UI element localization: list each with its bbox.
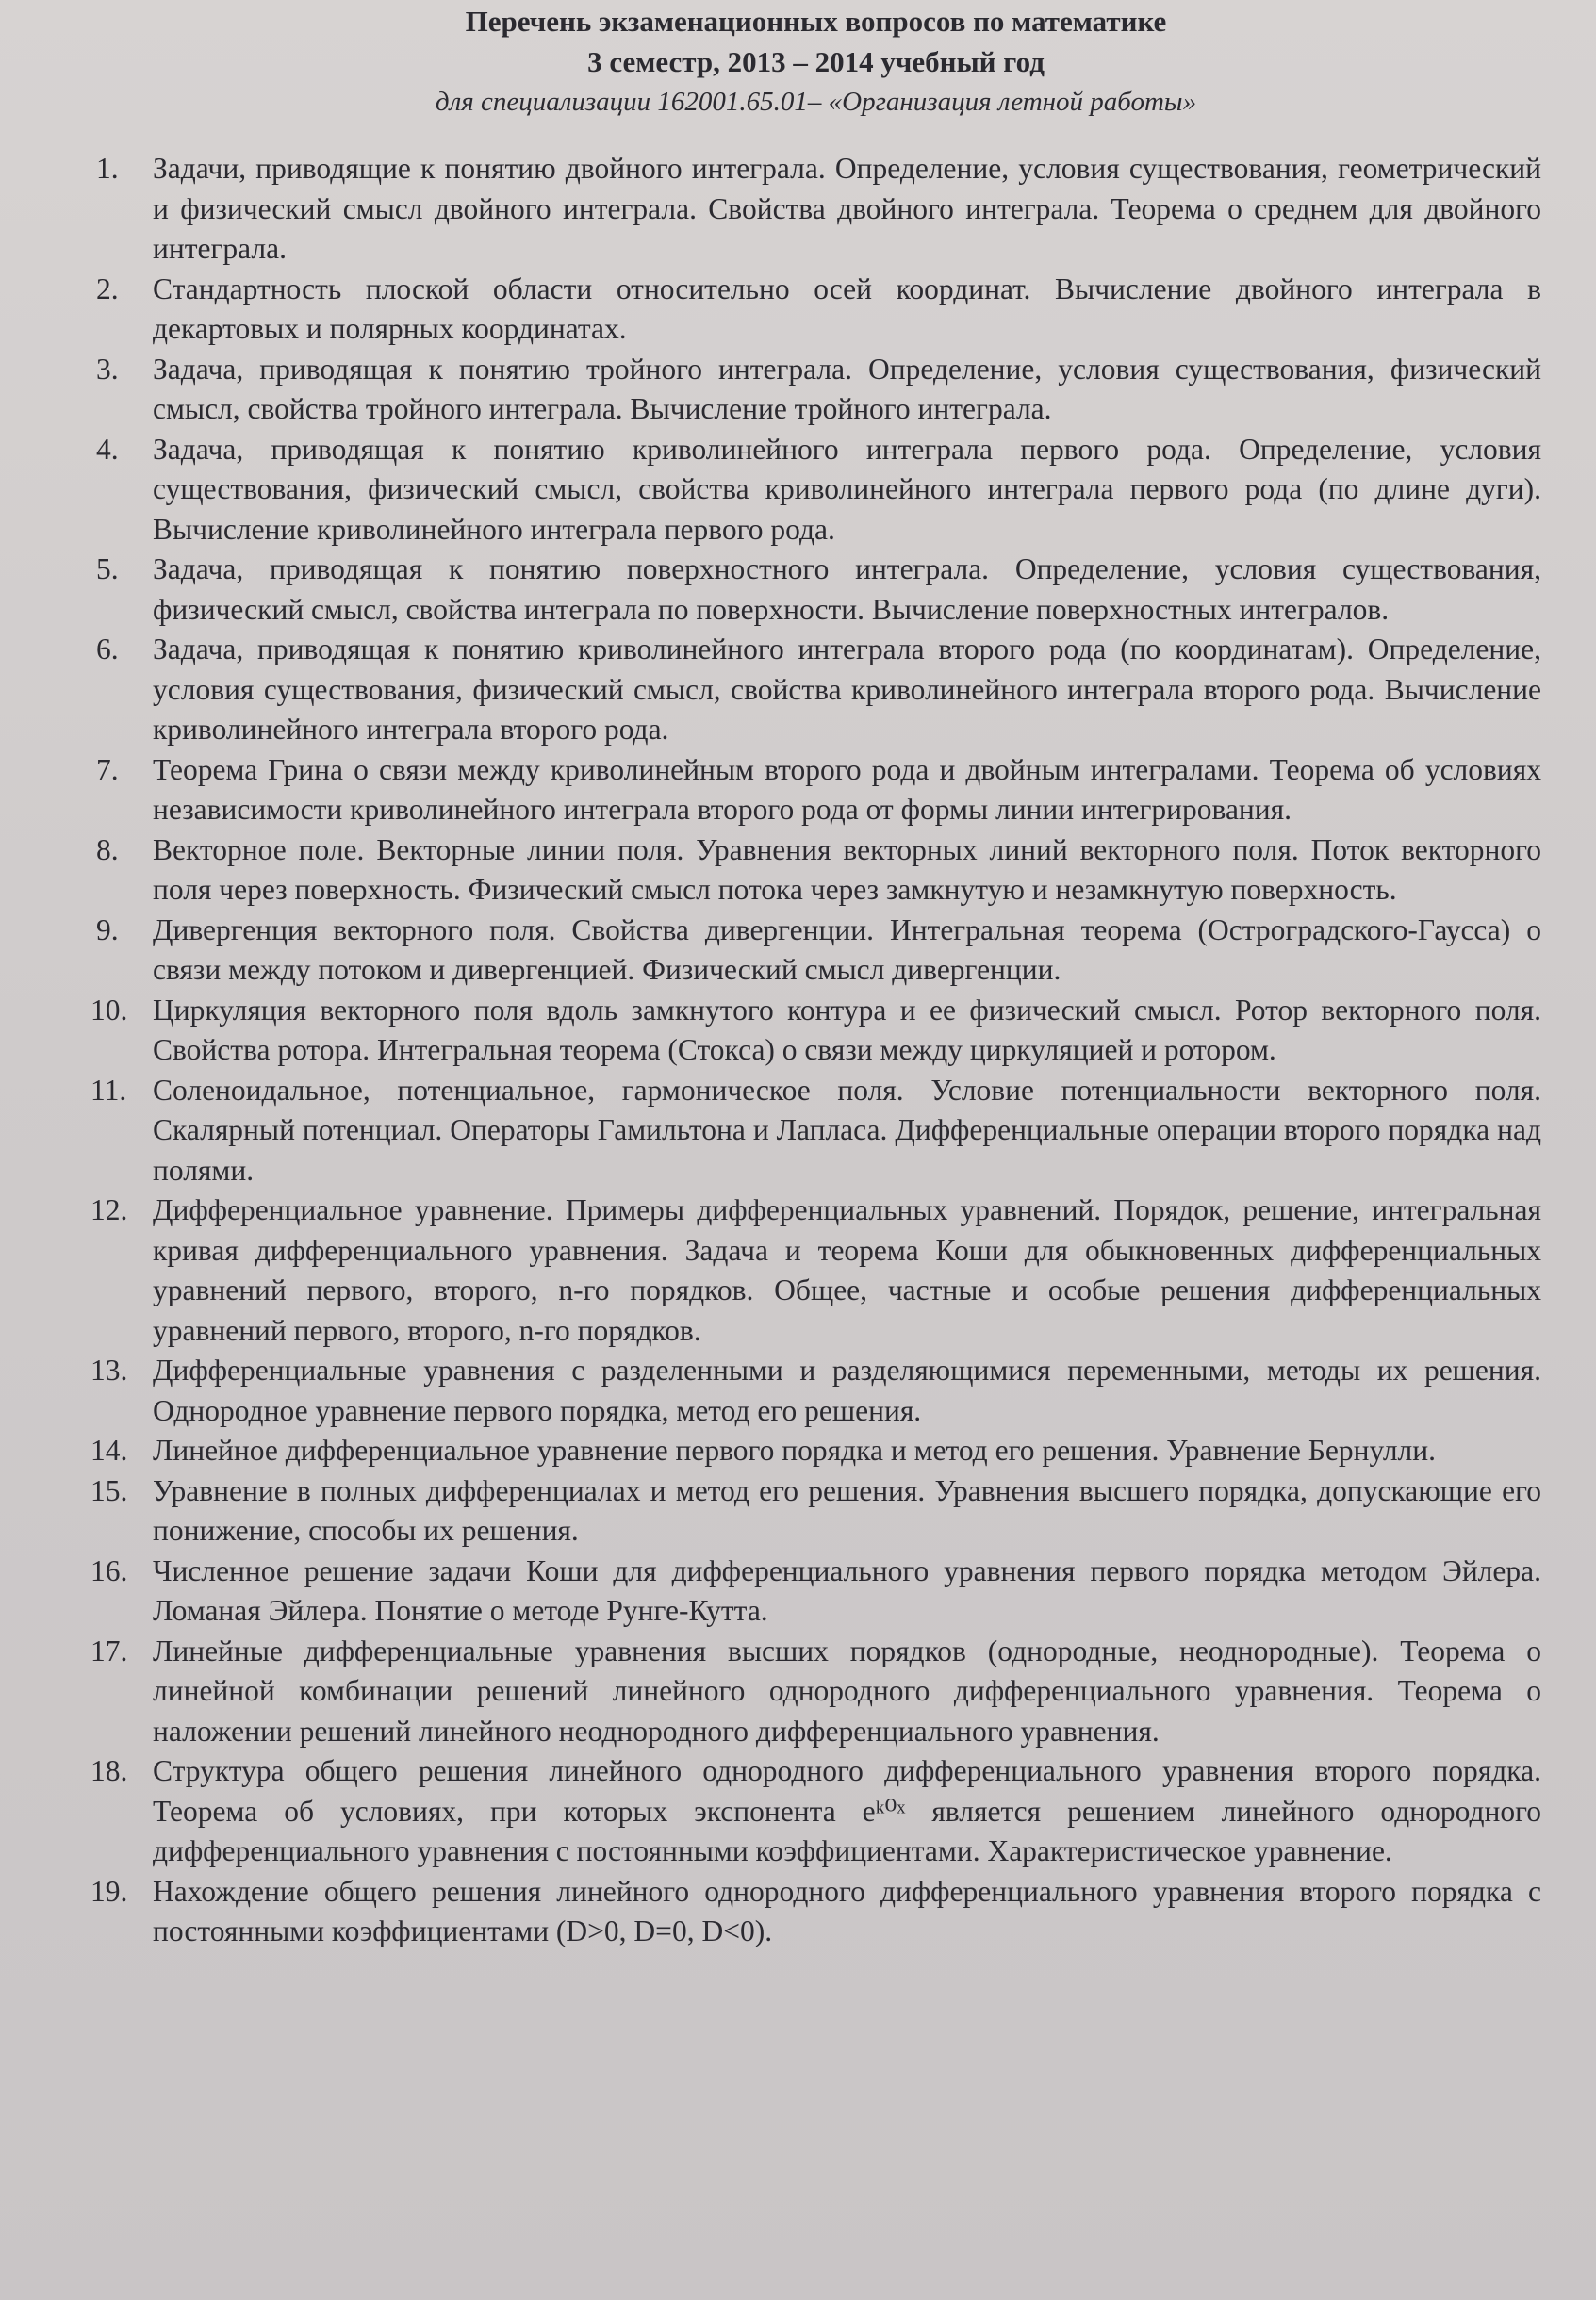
document-title: Перечень экзаменационных вопросов по математике: [465, 5, 1167, 38]
question-number: 17.: [90, 1634, 128, 1668]
document-header: [90, 0, 1541, 121]
semester-line: 3 семестр, 2013 – 2014 учебный год: [587, 45, 1045, 78]
question-text: Теорема Грина о связи между криволинейным второго рода и двойным интегралами. Теорема об условиях независимости криволинейного интеграла второго рода от формы линии интегрирования.: [153, 752, 1541, 826]
question-text: Линейное дифференциальное уравнение первого порядка и метод его решения. Уравнение Бернулли.: [153, 1434, 1437, 1467]
question-number: 5.: [96, 552, 119, 585]
question-text: Численное решение задачи Коши для дифференциального уравнения первого порядка методом Эйлера. Ломаная Эйлера. Понятие о методе Рунге-Кутта.: [153, 1553, 1541, 1627]
question-text: Задача, приводящая к понятию тройного интеграла. Определение, условия существования, физический смысл, свойства тройного интеграла. Вычисление тройного интеграла.: [153, 352, 1541, 425]
question-text: Дифференциальное уравнение. Примеры дифференциальных уравнений. Порядок, решение, интегральная кривая дифференциального уравнения. Задача и теорема Коши для обыкновенных дифференциальных уравнений первого, второго, n-го порядков. Общее, частные и особые решения дифференциальных уравнений первого, второго, n-го порядков.: [153, 1193, 1541, 1347]
question-number: 8.: [96, 832, 119, 866]
question-item: [90, 911, 1541, 991]
question-item: [90, 1471, 1541, 1552]
question-number: 15.: [90, 1473, 128, 1507]
question-text: Дифференциальные уравнения с разделенными и разделяющимися переменными, методы их решения. Однородное уравнение первого порядка, метод его решения.: [153, 1354, 1541, 1427]
question-text: Задача, приводящая к понятию криволинейного интеграла второго рода (по координатам). Определение, условия существования, физический смысл, свойства криволинейного интеграла второго рода. Вычисление криволинейного интеграла второго рода.: [153, 632, 1541, 746]
question-text: Стандартность плоской области относительно осей координат. Вычисление двойного интеграла в декартовых и полярных координатах.: [153, 271, 1541, 345]
question-item: [90, 1351, 1541, 1431]
question-text: Задачи, приводящие к понятию двойного интеграла. Определение, условия существования, геометрический и физический смысл двойного интеграла. Свойства двойного интеграла. Теорема о среднем для двойного интеграла.: [153, 152, 1541, 265]
question-item: [90, 1632, 1541, 1752]
question-number: 9.: [96, 912, 119, 946]
question-item: [90, 630, 1541, 750]
question-text: Соленоидальное, потенциальное, гармоническое поля. Условие потенциальности векторного поля. Скалярный потенциал. Операторы Гамильтона и Лапласа. Дифференциальные операции второго порядка над полями.: [153, 1073, 1541, 1187]
question-item: [90, 550, 1541, 630]
question-number: 12.: [90, 1193, 128, 1226]
question-item: [90, 1431, 1541, 1471]
question-text: Векторное поле. Векторные линии поля. Уравнения векторных линий векторного поля. Поток векторного поля через поверхность. Физический смысл потока через замкнутую и незамкнутую поверхность.: [153, 832, 1541, 906]
question-item: [90, 1552, 1541, 1632]
question-item: [90, 1191, 1541, 1351]
question-item: [90, 1071, 1541, 1191]
question-number: 1.: [96, 152, 119, 185]
question-number: 7.: [96, 752, 119, 786]
question-number: 19.: [90, 1874, 128, 1908]
question-text: Задача, приводящая к понятию поверхностного интеграла. Определение, условия существования, физический смысл, свойства интеграла по поверхности. Вычисление поверхностных интегралов.: [153, 552, 1541, 626]
question-item: [90, 1751, 1541, 1872]
question-number: 11.: [90, 1073, 127, 1107]
question-item: [90, 350, 1541, 430]
question-item: [90, 270, 1541, 350]
question-list: [90, 149, 1541, 1952]
question-text: Задача, приводящая к понятию криволинейного интеграла первого рода. Определение, условия существования, физический смысл, свойства криволинейного интеграла первого рода (по длине дуги). Вычисление криволинейного интеграла первого рода.: [153, 432, 1541, 546]
specialization-line: для специализации 162001.65.01– «Организация летной работы»: [435, 87, 1197, 117]
question-text: Уравнение в полных дифференциалах и метод его решения. Уравнения высшего порядка, допускающие его понижение, способы их решения.: [153, 1473, 1541, 1547]
question-text: Структура общего решения линейного однородного дифференциального уравнения второго порядка. Теорема об условиях, при которых экспонента eᵏ⁰ˣ является решением линейного однородного дифференциального уравнения с постоянными коэффициентами. Характеристическое уравнение.: [153, 1754, 1541, 1867]
question-number: 3.: [96, 352, 119, 386]
question-item: [90, 830, 1541, 911]
question-number: 4.: [96, 432, 119, 466]
question-number: 2.: [96, 271, 119, 305]
question-number: 13.: [90, 1354, 128, 1387]
question-number: 18.: [90, 1754, 128, 1787]
question-text: Дивергенция векторного поля. Свойства дивергенции. Интегральная теорема (Остроградского-Гаусса) о связи между потоком и дивергенцией. Физический смысл дивергенции.: [153, 912, 1541, 986]
question-number: 16.: [90, 1553, 128, 1587]
question-item: [90, 991, 1541, 1071]
question-number: 6.: [96, 632, 119, 665]
question-number: 10.: [90, 993, 128, 1027]
question-item: [90, 750, 1541, 830]
question-item: [90, 430, 1541, 550]
question-text: Линейные дифференциальные уравнения высших порядков (однородные, неоднородные). Теорема о линейной комбинации решений линейного однородного дифференциального уравнения. Теорема о наложении решений линейного неоднородного дифференциального уравнения.: [153, 1634, 1541, 1748]
question-number: 14.: [90, 1434, 128, 1467]
question-text: Нахождение общего решения линейного однородного дифференциального уравнения второго порядка с постоянными коэффициентами (D>0, D=0, D<0).: [153, 1874, 1541, 1947]
question-item: [90, 1872, 1541, 1952]
question-item: [90, 149, 1541, 270]
question-text: Циркуляция векторного поля вдоль замкнутого контура и ее физический смысл. Ротор векторного поля. Свойства ротора. Интегральная теорема (Стокса) о связи между циркуляцией и ротором.: [153, 993, 1541, 1066]
